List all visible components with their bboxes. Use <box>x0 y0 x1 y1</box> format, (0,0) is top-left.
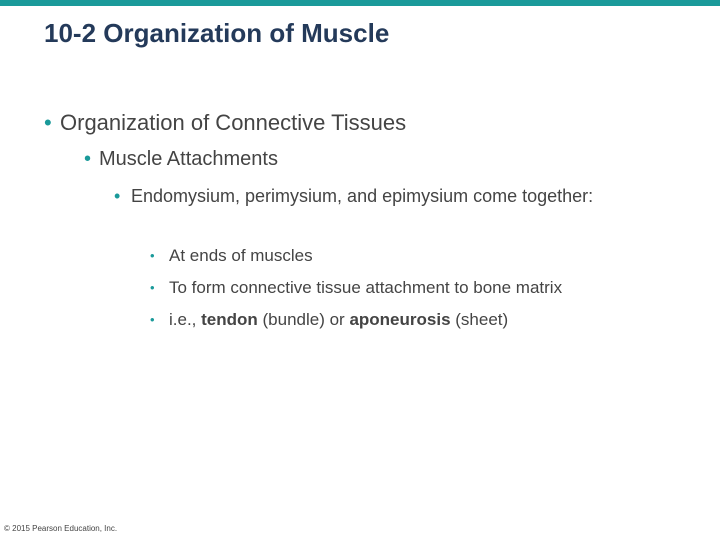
text-mid: (bundle) or <box>257 310 350 329</box>
text-pre: i.e., <box>169 310 202 329</box>
bullet-icon: • <box>44 110 52 135</box>
bullet-level-2 <box>84 148 278 171</box>
top-accent-bar <box>0 0 720 6</box>
bullet-icon: • <box>114 186 121 206</box>
bullet-level-4 <box>150 278 562 298</box>
bullet-icon: • <box>150 312 155 327</box>
copyright-notice: © 2015 Pearson Education, Inc. <box>4 524 118 533</box>
bullet-icon: • <box>84 148 92 170</box>
bullet-text: At ends of muscles <box>169 246 313 265</box>
term-tendon: tendon <box>201 310 258 329</box>
bullet-text <box>169 310 508 329</box>
bullet-text: Organization of Connective Tissues <box>60 110 407 135</box>
bullet-level-4 <box>150 310 508 330</box>
bullet-icon: • <box>150 280 155 295</box>
bullet-text: Muscle Attachments <box>99 148 278 170</box>
term-aponeurosis: aponeurosis <box>349 310 451 329</box>
bullet-icon: • <box>150 248 155 263</box>
bullet-text: To form connective tissue attachment to bone matrix <box>169 278 563 297</box>
bullet-level-1 <box>44 110 406 136</box>
bullet-level-4 <box>150 246 313 266</box>
bullet-level-3 <box>114 182 674 210</box>
bullet-text: Endomysium, perimysium, and epimysium come together: <box>131 186 594 206</box>
slide-title: 10-2 Organization of Muscle <box>44 18 390 48</box>
text-post: (sheet) <box>450 310 509 329</box>
